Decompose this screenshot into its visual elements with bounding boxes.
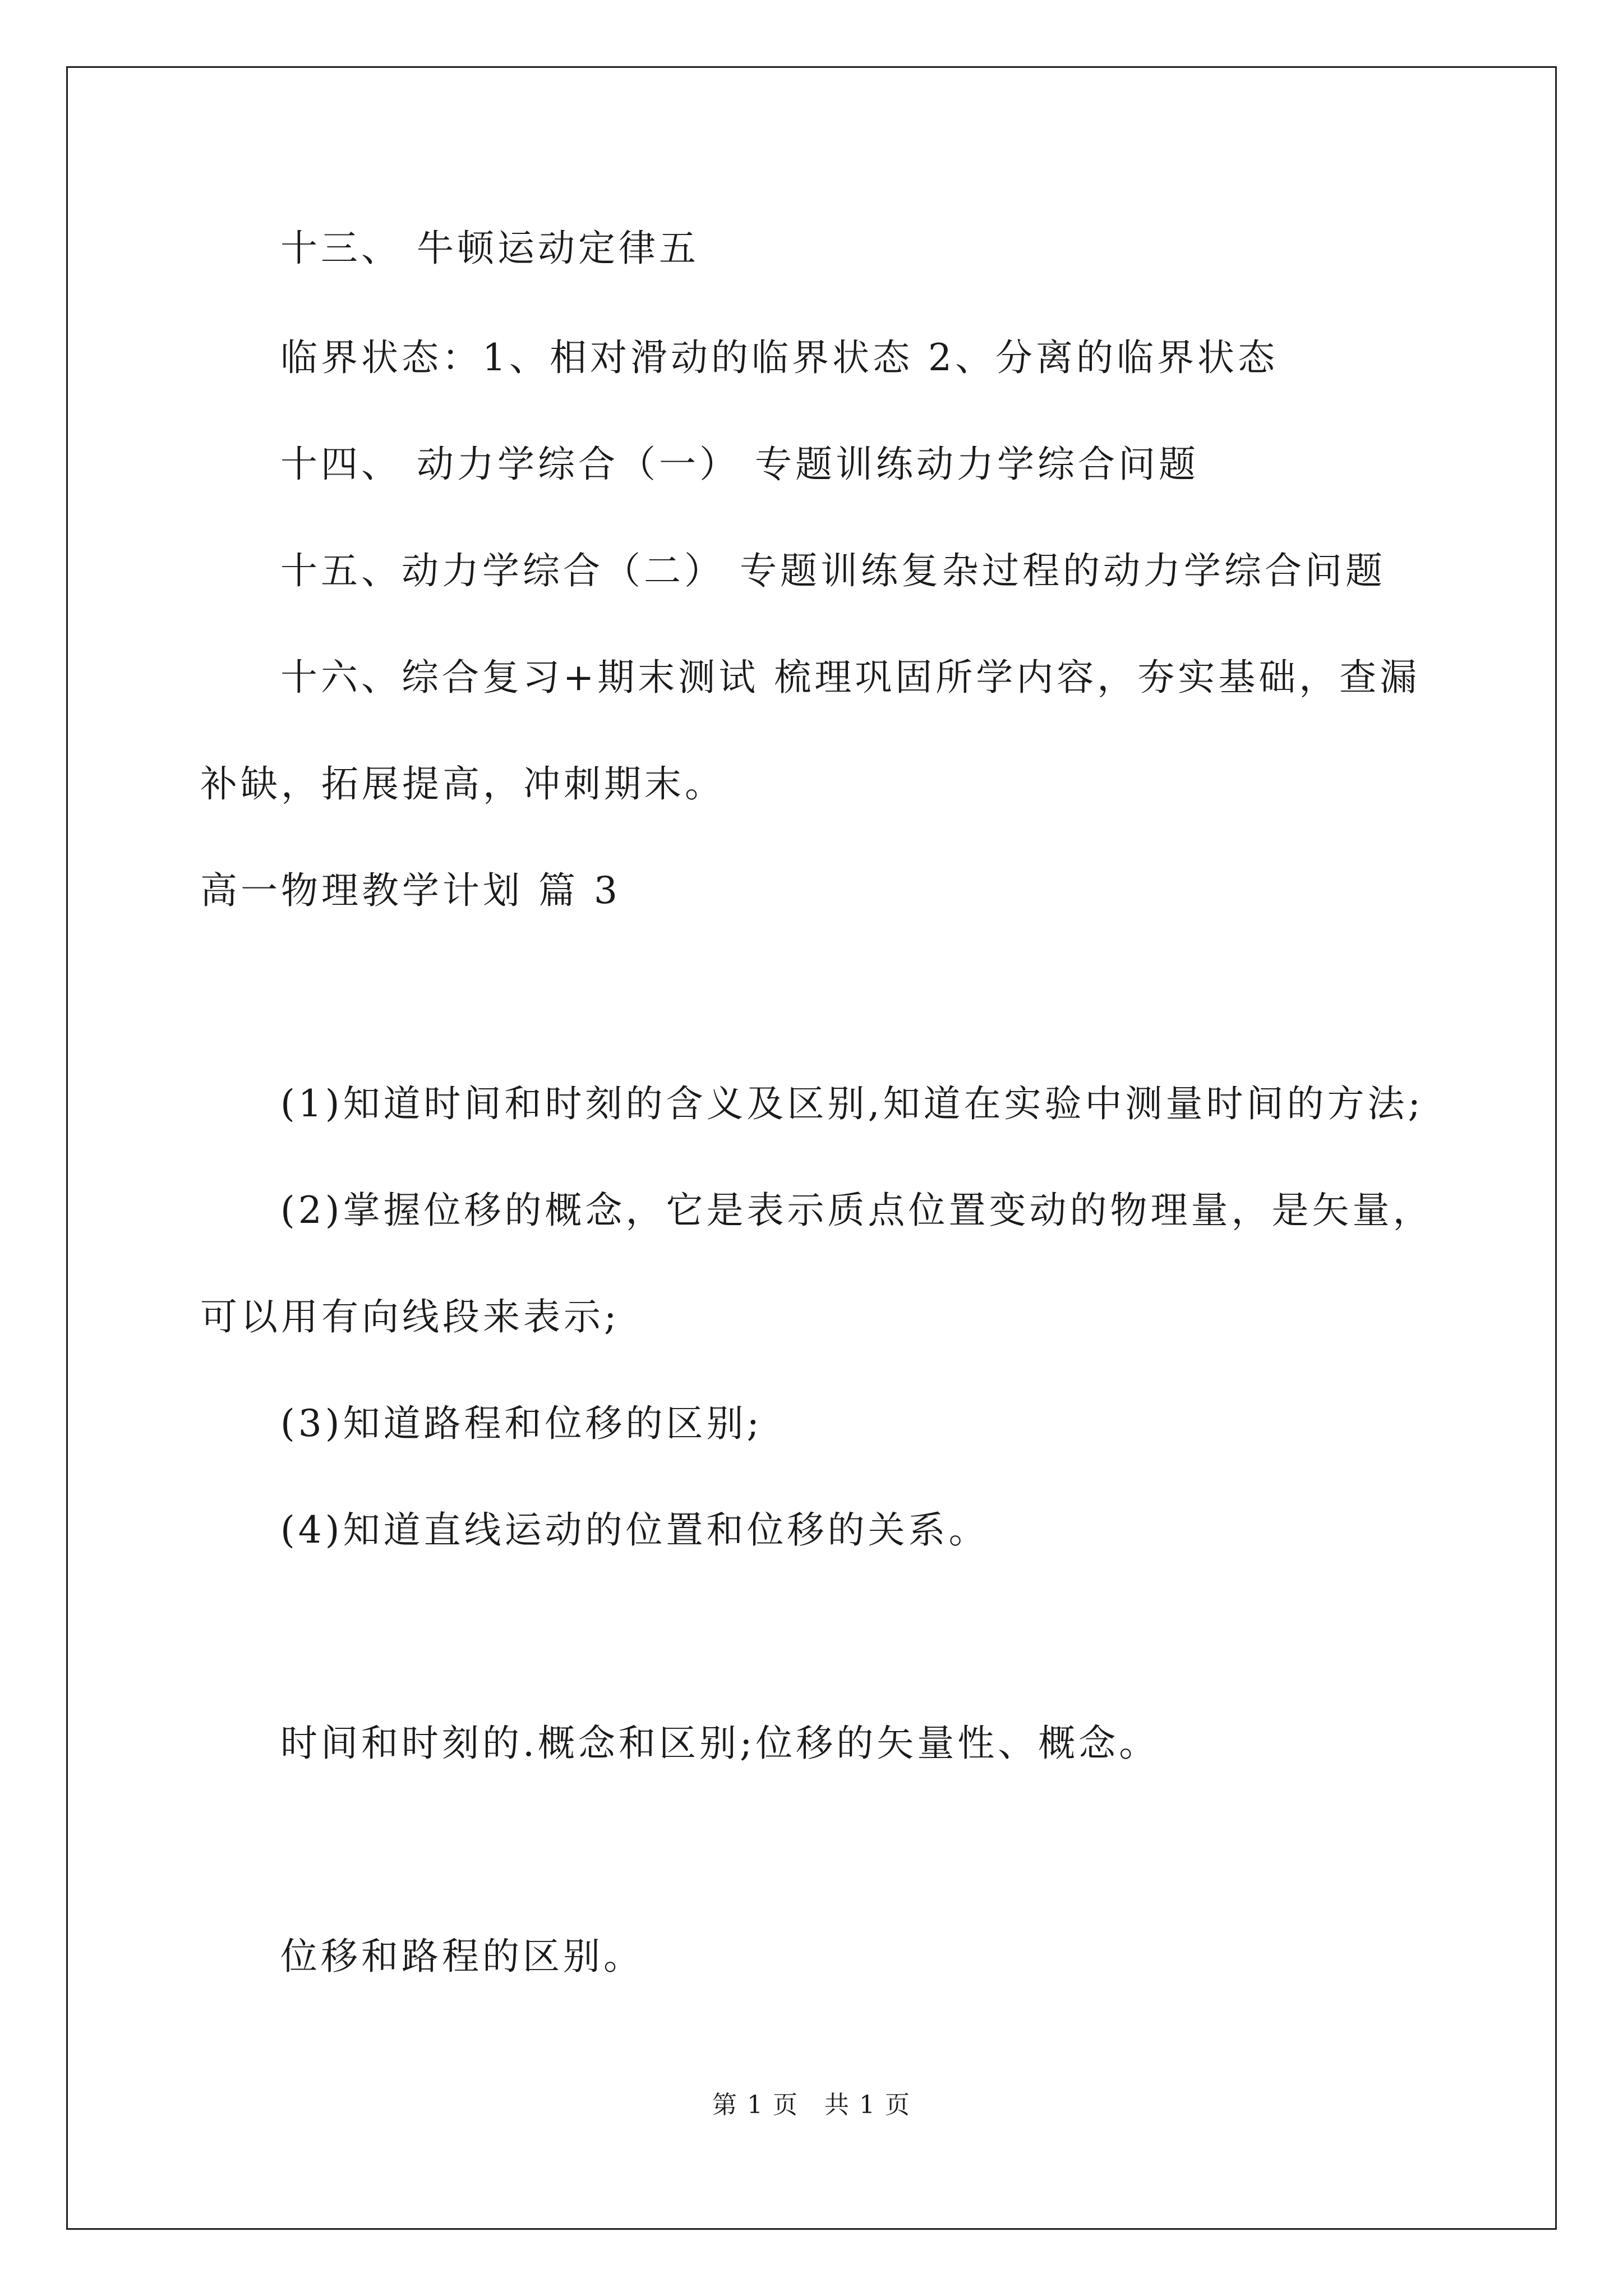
text-line-7: (1)知道时间和时刻的含义及区别,知道在实验中测量时间的方法;: [280, 1082, 1424, 1125]
text-line-10: (3)知道路程和位移的区别;: [280, 1402, 763, 1445]
section-heading: 高一物理教学计划 篇 3: [200, 869, 621, 912]
text-line-8: (2)掌握位移的概念，它是表示质点位置变动的物理量，是矢量，: [280, 1189, 1433, 1232]
text-line-12: 时间和时刻的.概念和区别;位移的矢量性、概念。: [280, 1722, 1160, 1765]
text-line-6: 补缺，拓展提高，冲刺期末。: [200, 762, 725, 806]
text-line-13: 位移和路程的区别。: [280, 1935, 644, 1978]
page-border: [66, 66, 1557, 2230]
text-line-5: 十六、综合复习+期末测试 梳理巩固所学内容，夯实基础，查漏: [280, 656, 1421, 699]
page-footer: 第 1 页 共 1 页: [712, 2091, 911, 2119]
text-line-9: 可以用有向线段来表示;: [200, 1295, 620, 1338]
text-line-4: 十五、动力学综合（二） 专题训练复杂过程的动力学综合问题: [280, 549, 1386, 592]
text-line-3: 十四、 动力学综合（一） 专题训练动力学综合问题: [280, 443, 1199, 486]
text-line-11: (4)知道直线运动的位置和位移的关系。: [280, 1508, 989, 1552]
text-line-1: 十三、 牛顿运动定律五: [280, 227, 699, 270]
text-line-2: 临界状态：1、相对滑动的临界状态 2、分离的临界状态: [280, 336, 1278, 379]
